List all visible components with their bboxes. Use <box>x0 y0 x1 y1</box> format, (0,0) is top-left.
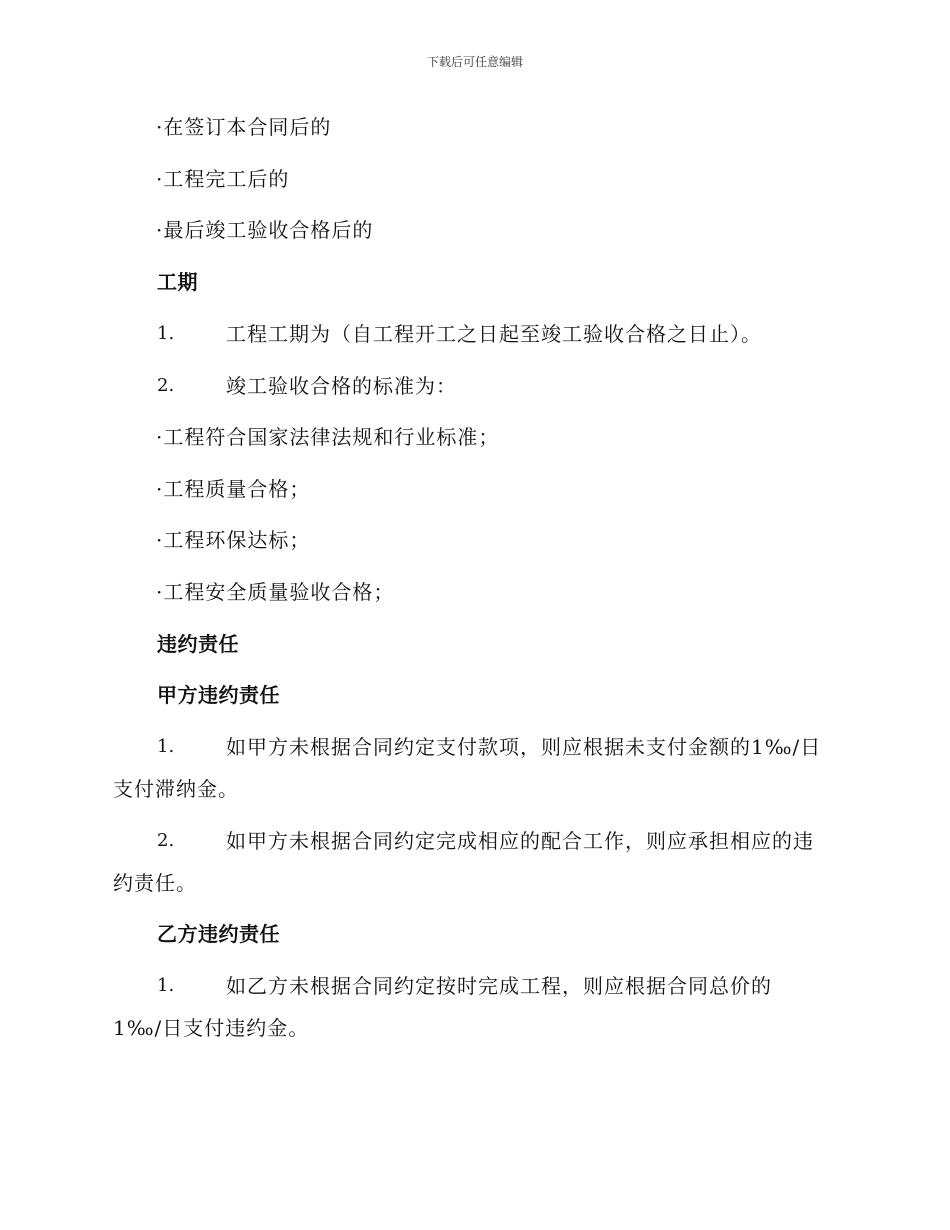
bullet-item: ·最后竣工验收合格后的 <box>156 218 374 242</box>
subheading-party-a: 甲方违约责任 <box>157 683 280 707</box>
item-text: 如乙方未根据合同约定按时完成工程，则应根据合同总价的 <box>226 974 772 998</box>
item-text: 如甲方未根据合同约定支付款项，则应根据未支付金额的1‰/日 <box>226 735 822 759</box>
section-heading-period: 工期 <box>157 270 198 294</box>
bullet-item: ·在签订本合同后的 <box>156 115 332 139</box>
item-text-continuation: 支付滞纳金。 <box>113 777 239 801</box>
subheading-party-b: 乙方违约责任 <box>157 922 280 946</box>
page-header: 下载后可任意编辑 <box>426 55 523 69</box>
item-text-continuation: 约责任。 <box>113 871 197 895</box>
item-text: 如甲方未根据合同约定完成相应的配合工作，则应承担相应的违 <box>226 829 814 853</box>
bullet-item: ·工程符合国家法律法规和行业标准； <box>156 425 500 449</box>
bullet-item: ·工程安全质量验收合格； <box>156 580 395 604</box>
bullet-item: ·工程完工后的 <box>156 167 290 191</box>
item-number: 1. <box>157 975 175 996</box>
item-text-continuation: 1‰/日支付违约金。 <box>113 1016 310 1040</box>
item-text: 竣工验收合格的标准为： <box>226 374 457 398</box>
bullet-item: ·工程环保达标； <box>156 528 311 552</box>
item-number: 2. <box>157 830 175 851</box>
section-heading-liability: 违约责任 <box>157 632 239 656</box>
item-number: 2. <box>157 375 175 396</box>
item-number: 1. <box>157 736 175 757</box>
item-number: 1. <box>157 323 175 344</box>
item-text: 工程工期为（自工程开工之日起至竣工验收合格之日止）。 <box>226 322 762 346</box>
bullet-item: ·工程质量合格； <box>156 477 311 501</box>
